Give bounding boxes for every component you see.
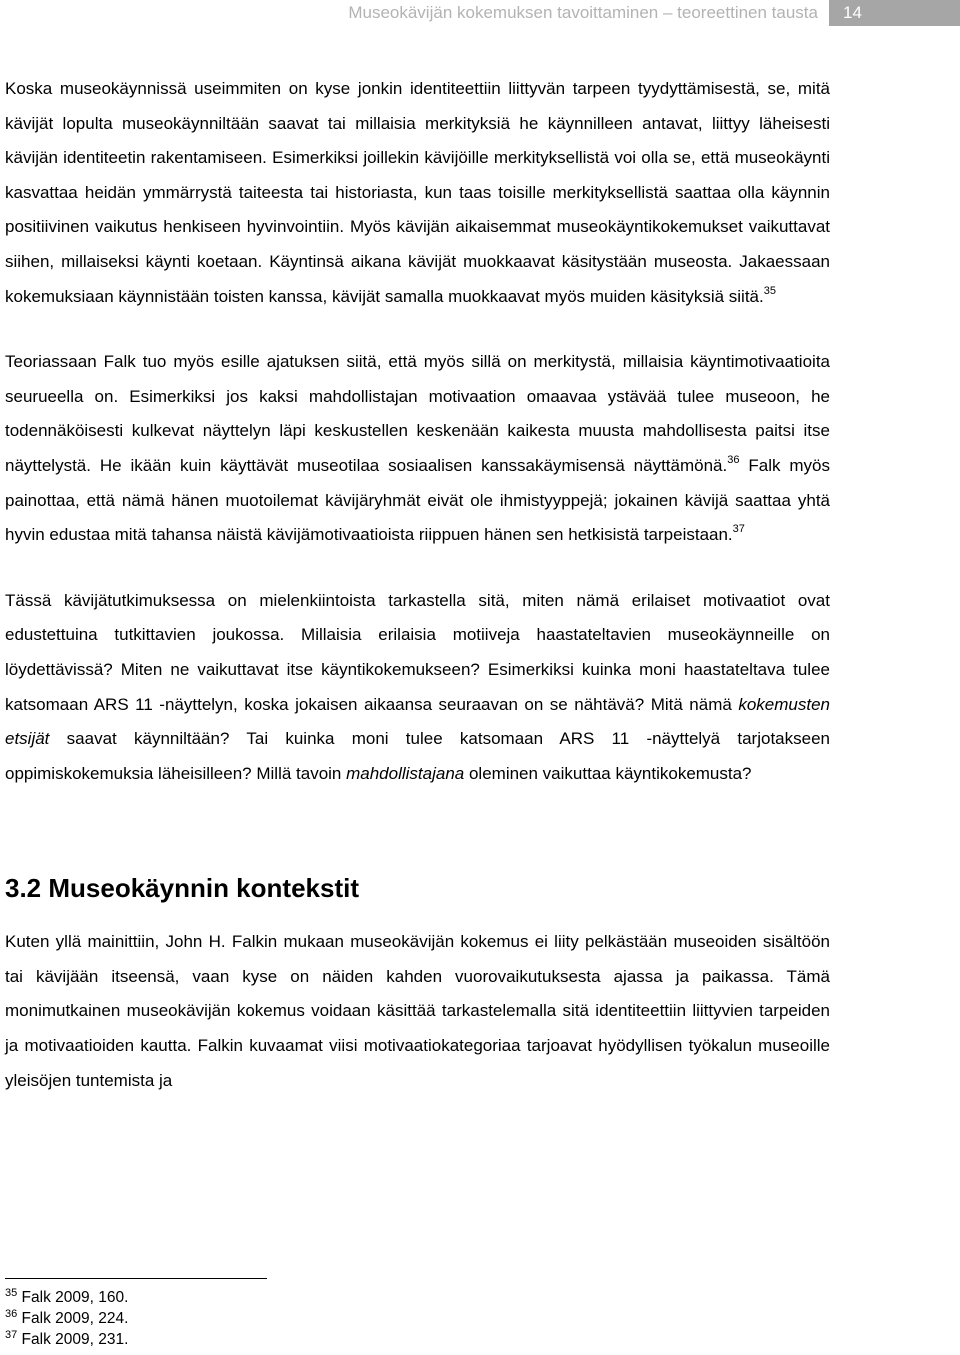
paragraph-2 — [5, 345, 830, 553]
running-title: Museokävijän kokemuksen tavoittaminen – teoreettinen tausta — [348, 3, 818, 22]
footnote-ref-36: 36 — [727, 453, 740, 466]
section-heading: 3.2 Museokäynnin kontekstit — [5, 873, 359, 904]
footnote-37 — [5, 1329, 128, 1350]
page-header — [0, 0, 960, 28]
footnote-separator — [5, 1278, 267, 1279]
footnote-35 — [5, 1287, 128, 1308]
paragraph-2-text-b: Falk myös painottaa, että nämä hänen muotoilemat kävijäryhmät eivät ole ihmistyyppejä; jokainen kävijä saattaa yhtä hyvin edustaa mitä tahansa näistä kävijämotivaatioista riippuen hänen sen hetkisistä tarpeistaan. — [5, 455, 831, 545]
main-content — [5, 72, 830, 1098]
paragraph-3-emphasis-b: mahdollistajana — [346, 763, 465, 783]
footnote-ref-37: 37 — [732, 523, 745, 536]
paragraph-3-text-c: oleminen vaikuttaa käyntikokemusta? — [464, 763, 752, 783]
paragraph-1 — [5, 72, 830, 314]
paragraph-3 — [5, 584, 830, 792]
paragraph-3-text-b: saavat käynniltään? Tai kuinka moni tulee katsomaan ARS 11 -näyttelyä tarjotakseen oppimiskokemuksia läheisilleen? Millä tavoin — [5, 729, 830, 783]
footnote-number: 36 — [5, 1308, 18, 1320]
footnotes — [5, 1287, 128, 1350]
section-paragraph: Kuten yllä mainittiin, John H. Falkin mukaan museokävijän kokemus ei liity pelkästään museoiden sisältöön tai kävijään itseensä, vaan kyse on näiden kahden vuorovaikutuksesta ajassa ja paikassa. Tämä monimutkainen museokävijän kokemus voidaan käsittää tarkastelemalla sitä identiteettiin liittyvien tarpeiden ja motivaatioiden kautta. Falkin kuvaamat viisi motivaatiokategoriaa tarjoavat hyödyllisen työkalun museoille yleisöjen tuntemista ja — [5, 932, 830, 1090]
page-number: 14 — [843, 3, 862, 22]
paragraph-3-text-a: Tässä kävijätutkimuksessa on mielenkiintoista tarkastella sitä, miten nämä erilaiset motivaatiot ovat edustettuina tutkittavien joukossa. Millaisia erilaisia motiiveja haastateltavien museokäynneille on löydettävissä? Miten ne vaikuttavat itse käyntikokemukseen? Esimerkiksi kuinka moni haastateltava tulee katsomaan ARS 11 -näyttelyn, koska jokaisen aikaansa seuraavan on se nähtävä? Mitä nämä — [5, 590, 830, 714]
footnote-number: 37 — [5, 1329, 18, 1341]
paragraph-3-emphasis-a: kokemusten etsijät — [5, 694, 830, 749]
paragraph-2-text-a: Teoriassaan Falk tuo myös esille ajatuksen siitä, että myös sillä on merkitystä, millaisia käyntimotivaatioita seurueella on. Esimerkiksi jos kaksi mahdollistajan motivaation omaavaa ystävää tulee museoon, he todennäköisesti kulkevat näyttelyn läpi keskustellen keskenään kaikesta muusta mahdollisesta paitsi itse näyttelystä. He ikään kuin käyttävät museotilaa sosiaalisen kanssakäymisensä näyttämönä. — [5, 352, 830, 475]
footnote-text: Falk 2009, 160. — [17, 1289, 129, 1306]
footnote-text: Falk 2009, 224. — [17, 1310, 129, 1327]
footnote-text: Falk 2009, 231. — [17, 1331, 129, 1348]
footnote-ref-35: 35 — [763, 284, 776, 297]
paragraph-1-text: Koska museokäynnissä useimmiten on kyse jonkin identiteettiin liittyvän tarpeen tyydyttämisestä, se, mitä kävijät lopulta museokäynniltään saavat tai millaisia merkityksiä he käynnilleen antavat, liittyy läheisesti kävijän identiteetin rakentamiseen. Esimerkiksi joillekin kävijöille merkityksellistä voi olla se, että museokäynti kasvattaa heidän ymmärrystä taiteesta tai historiasta, kun taas toisille merkityksellistä saattaa olla käynnin positiivinen vaikutus henkiseen hyvinvointiin. Myös kävijän aikaisemmat museokäyntikokemukset vaikuttavat siihen, millaiseksi käynti koetaan. Käyntinsä aikana kävijät muokkaavat käsitystään museosta. Jakaessaan kokemuksiaan käynnistään toisten kanssa, kävijät samalla muokkaavat myös muiden käsityksiä siitä. — [5, 79, 830, 306]
footnote-36 — [5, 1308, 128, 1329]
page-number-box — [829, 0, 960, 26]
footnote-number: 35 — [5, 1287, 18, 1299]
